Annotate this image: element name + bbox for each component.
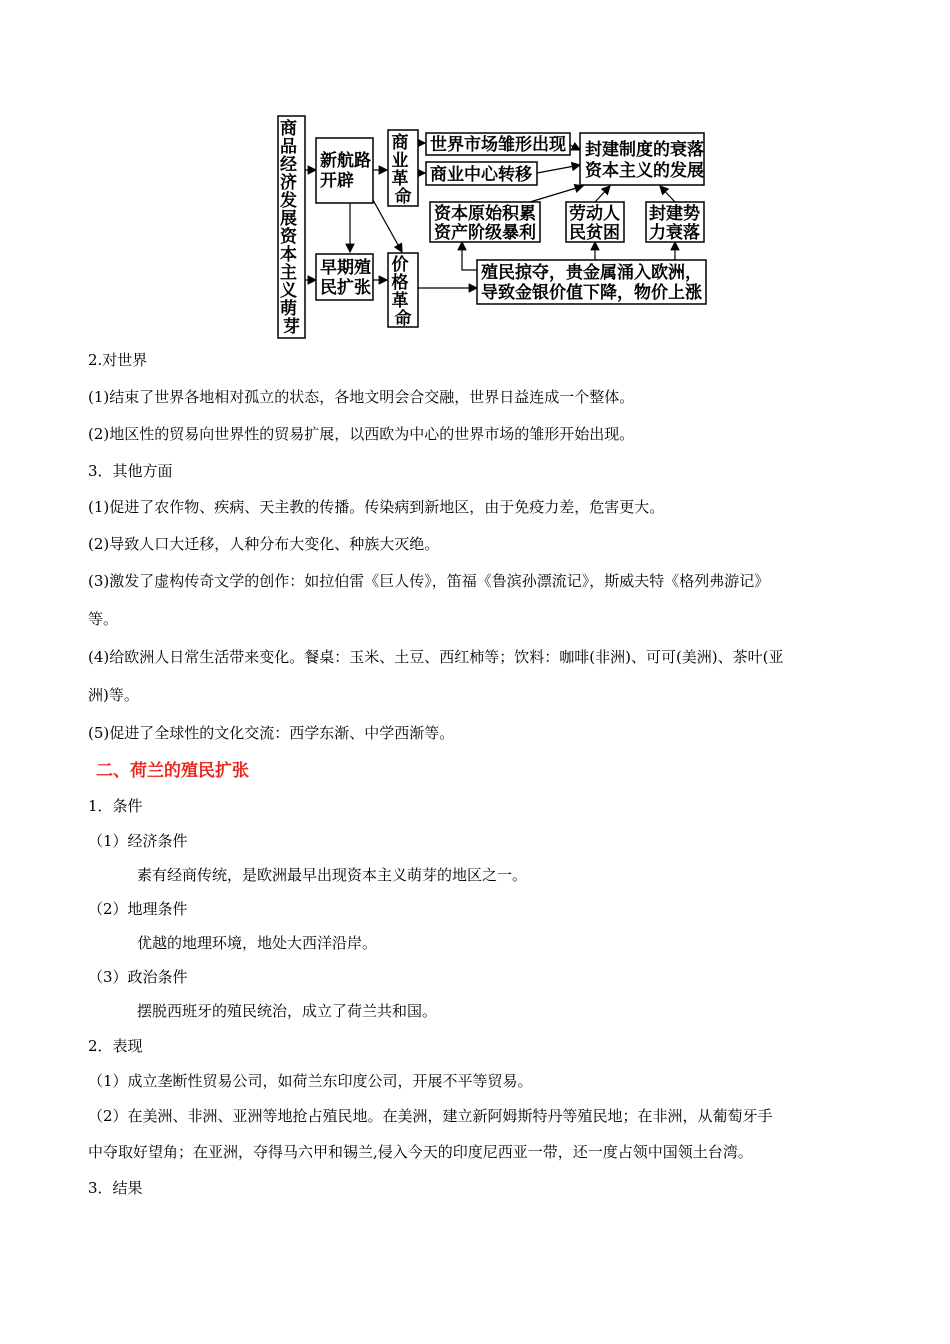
paragraph: (2)导致人口大迁移，人种分布大变化、种族大灭绝。 [88, 535, 440, 553]
paragraph-continuation: 洲)等。 [88, 686, 139, 704]
paragraph: (5)促进了全球性的文化交流：西学东渐、中学西渐等。 [88, 724, 455, 742]
condition-geographic-text: 优越的地理环境，地处大西洋沿岸。 [137, 934, 378, 952]
node-labor-poverty [566, 202, 626, 243]
paragraph-continuation: 中夺取好望角；在亚洲，夺得马六甲和锡兰,侵入今天的印度尼西亚一带，还一度占领中国领土台湾。 [88, 1143, 753, 1161]
node-feudal-decline [580, 133, 710, 185]
condition-geographic-label: （2）地理条件 [88, 900, 188, 918]
svg-text:封建制度的衰落 资本主义的发展: 封建制度的衰落 资本主义的发展 [585, 140, 704, 181]
svg-text:世界市场雏形出现: 世界市场雏形出现 [430, 135, 566, 155]
subsection-result-title: 3．结果 [88, 1179, 143, 1197]
condition-economic-label: （1）经济条件 [88, 832, 188, 850]
subsection-conditions-title: 1．条件 [88, 797, 143, 815]
svg-text:劳动人 民贫困: 劳动人 民贫困 [569, 204, 620, 243]
svg-text:资本原始积累 资产阶级暴利: 资本原始积累 资产阶级暴利 [434, 204, 536, 243]
condition-political-text: 摆脱西班牙的殖民统治，成立了荷兰共和国。 [137, 1002, 438, 1020]
node-center-shift [426, 162, 537, 185]
condition-economic-text: 素有经商传统，是欧洲最早出现资本主义萌芽的地区之一。 [137, 866, 528, 884]
node-colonial-plunder [477, 260, 708, 304]
svg-text:殖民掠夺，贵金属涌入欧洲， 导致金银价值下降，物: 殖民掠夺，贵金属涌入欧洲， 导致金银价值下降，物价上涨 [481, 263, 702, 303]
node-world-market [426, 133, 570, 155]
svg-text:商业中心转移: 商业中心转移 [430, 165, 532, 185]
svg-text:价 格 革 命: 价 格 革 命 [391, 255, 412, 329]
node-primitive-accumulation [430, 202, 542, 243]
svg-text:商 业 革 命: 商 业 革 命 [391, 133, 412, 207]
svg-text:封建势 力衰落: 封建势 力衰落 [649, 204, 700, 243]
section-heading-dutch-expansion: 二、荷兰的殖民扩张 [96, 761, 249, 781]
node-root-char: 商 [280, 119, 298, 139]
svg-text:商 品 经 济: 商 品 经 济 发 展 资 本 主 义 萌 芽 [280, 119, 300, 337]
svg-text:早期殖 民扩张: 早期殖 民扩张 [320, 258, 371, 298]
section-other-title: 3．其他方面 [88, 462, 173, 480]
subsection-manifestation-title: 2．表现 [88, 1037, 143, 1055]
paragraph: (4)给欧洲人日常生活带来变化。餐桌：玉米、土豆、西红柿等；饮料：咖啡(非洲)、可可(美洲)、茶叶(亚 [88, 648, 784, 666]
node-commerce-revolution [388, 130, 418, 207]
paragraph: (1)结束了世界各地相对孤立的状态，各地文明会合交融，世界日益连成一个整体。 [88, 388, 635, 406]
paragraph: (3)激发了虚构传奇文学的创作：如拉伯雷《巨人传》，笛福《鲁滨孙漂流记》，斯威夫特《格列弗游记》 [88, 572, 770, 590]
paragraph: (1)促进了农作物、疾病、天主教的传播。传染病到新地区，由于免疫力差，危害更大。 [88, 498, 665, 516]
paragraph-continuation: 等。 [88, 610, 119, 628]
node-new-route [316, 138, 377, 203]
history-flow-diagram [0, 0, 950, 345]
paragraph: （2）在美洲、非洲、亚洲等地抢占殖民地。在美洲，建立新阿姆斯特丹等殖民地；在非洲，从葡萄牙手 [88, 1107, 773, 1125]
node-price-revolution [388, 253, 418, 329]
paragraph: (2)地区性的贸易向世界性的贸易扩展，以西欧为中心的世界市场的雏形开始出现。 [88, 425, 635, 443]
condition-political-label: （3）政治条件 [88, 968, 188, 986]
node-feudal-power-decline [646, 202, 706, 243]
svg-text:新航路 开辟: 新航路 开辟 [320, 151, 371, 191]
paragraph: （1）成立垄断性贸易公司，如荷兰东印度公司，开展不平等贸易。 [88, 1072, 533, 1090]
node-early-colonial [316, 254, 377, 300]
section-world-title: 2.对世界 [88, 351, 148, 369]
node-root [278, 116, 305, 338]
